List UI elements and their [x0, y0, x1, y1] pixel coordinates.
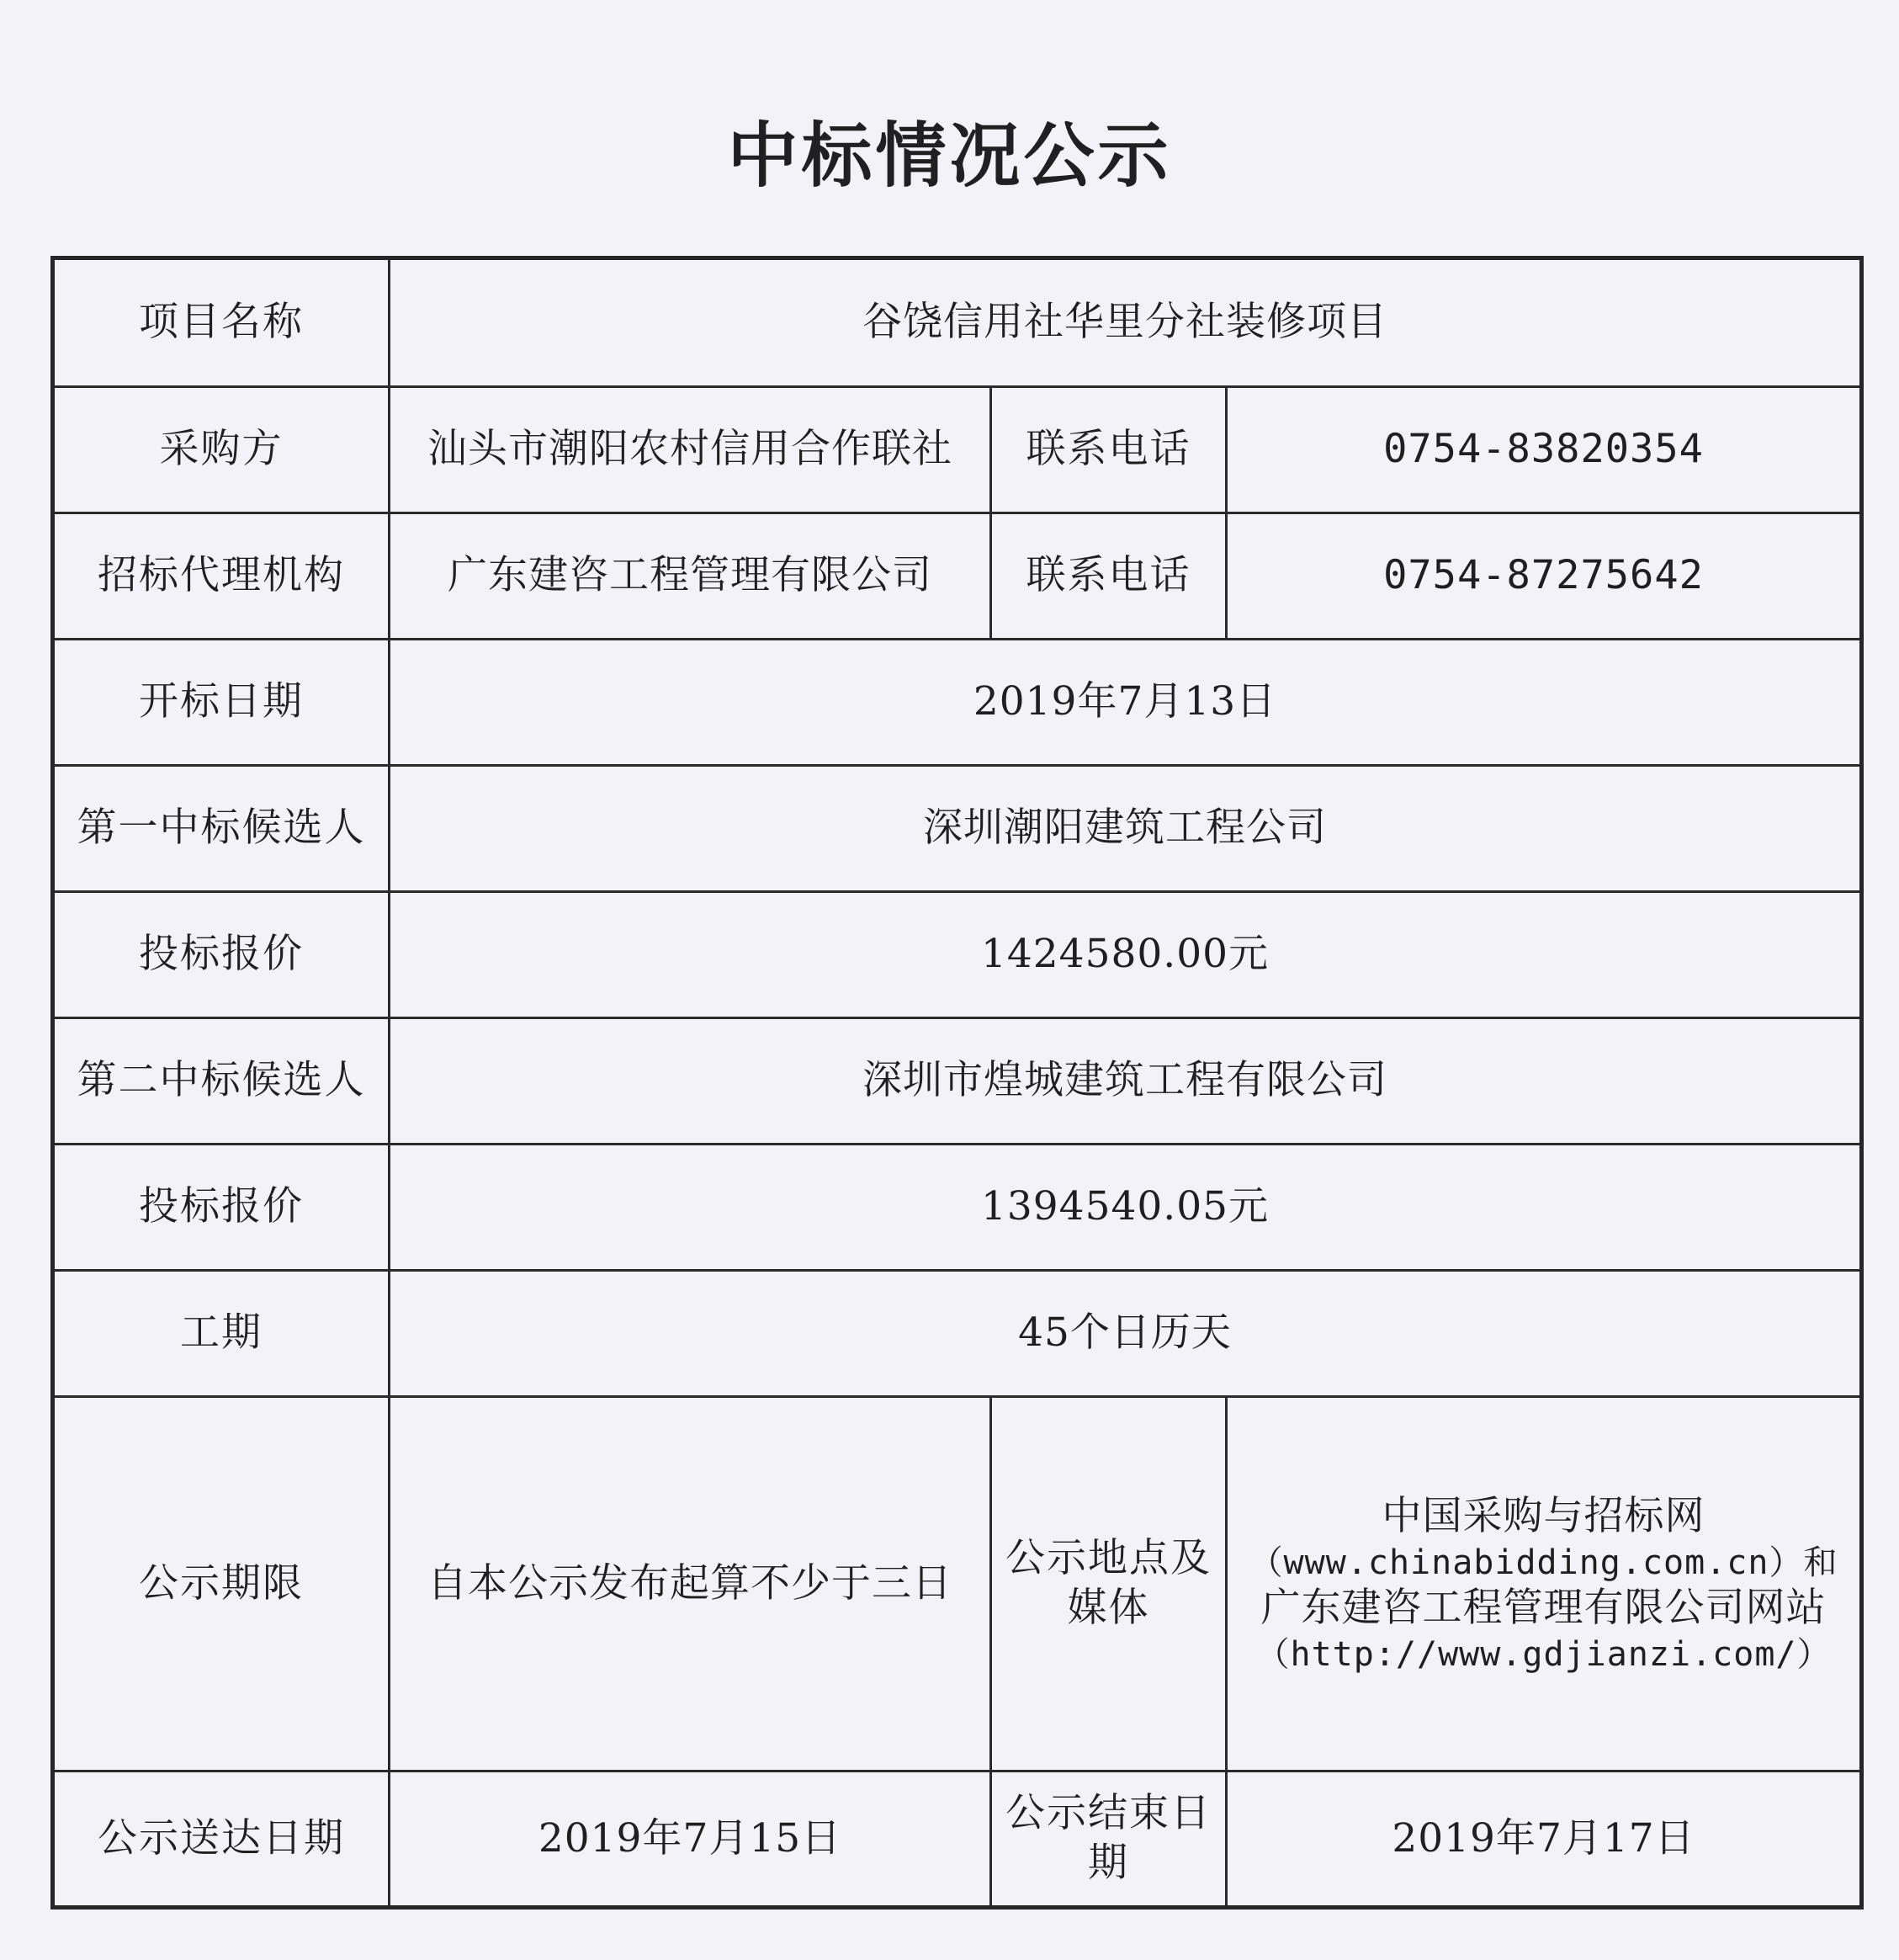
end-date-label: 公示结束日期	[991, 1771, 1227, 1908]
agency-value: 广东建咨工程管理有限公司	[390, 513, 991, 640]
duration-label: 工期	[53, 1271, 390, 1397]
second-bid-value: 1394540.05元	[390, 1145, 1862, 1271]
row-second-candidate	[53, 1018, 1862, 1145]
agency-phone-value: 0754-87275642	[1227, 513, 1862, 640]
award-announcement-table	[50, 256, 1864, 1910]
row-delivery-date	[53, 1771, 1862, 1908]
row-first-bid	[53, 892, 1862, 1018]
opening-date-label: 开标日期	[53, 640, 390, 766]
publicity-media-label: 公示地点及媒体	[991, 1397, 1227, 1771]
delivery-date-label: 公示送达日期	[53, 1771, 390, 1908]
media-line-site-url: （www.chinabidding.com.cn）和	[1249, 1543, 1838, 1582]
publicity-period-label: 公示期限	[53, 1397, 390, 1771]
media-line-site-name: 中国采购与招标网	[1382, 1493, 1705, 1540]
purchaser-phone-label: 联系电话	[991, 387, 1227, 513]
agency-phone-label: 联系电话	[991, 513, 1227, 640]
project-name-label: 项目名称	[53, 258, 390, 387]
purchaser-label: 采购方	[53, 387, 390, 513]
row-opening-date	[53, 640, 1862, 766]
row-publicity-period	[53, 1397, 1862, 1771]
first-candidate-value: 深圳潮阳建筑工程公司	[390, 766, 1862, 892]
second-bid-label: 投标报价	[53, 1145, 390, 1271]
row-agency	[53, 513, 1862, 640]
purchaser-value: 汕头市潮阳农村信用合作联社	[390, 387, 991, 513]
duration-value: 45个日历天	[390, 1271, 1862, 1397]
row-second-bid	[53, 1145, 1862, 1271]
purchaser-phone-value: 0754-83820354	[1227, 387, 1862, 513]
first-bid-label: 投标报价	[53, 892, 390, 1018]
second-candidate-value: 深圳市煌城建筑工程有限公司	[390, 1018, 1862, 1145]
row-duration	[53, 1271, 1862, 1397]
page-title: 中标情况公示	[727, 114, 1172, 197]
publicity-period-value: 自本公示发布起算不少于三日	[390, 1397, 991, 1771]
second-candidate-label: 第二中标候选人	[53, 1018, 390, 1145]
first-candidate-label: 第一中标候选人	[53, 766, 390, 892]
end-date-value: 2019年7月17日	[1227, 1771, 1862, 1908]
first-bid-value: 1424580.00元	[390, 892, 1862, 1018]
delivery-date-value: 2019年7月15日	[390, 1771, 991, 1908]
row-purchaser	[53, 387, 1862, 513]
media-line-company-url: （http://www.gdjianzi.com/）	[1255, 1634, 1832, 1674]
row-first-candidate	[53, 766, 1862, 892]
agency-label: 招标代理机构	[53, 513, 390, 640]
opening-date-value: 2019年7月13日	[390, 640, 1862, 766]
row-project-name	[53, 258, 1862, 387]
publicity-media-value	[1227, 1397, 1862, 1771]
project-name-value: 谷饶信用社华里分社装修项目	[390, 258, 1862, 387]
media-line-company-site: 广东建咨工程管理有限公司网站	[1260, 1585, 1827, 1631]
